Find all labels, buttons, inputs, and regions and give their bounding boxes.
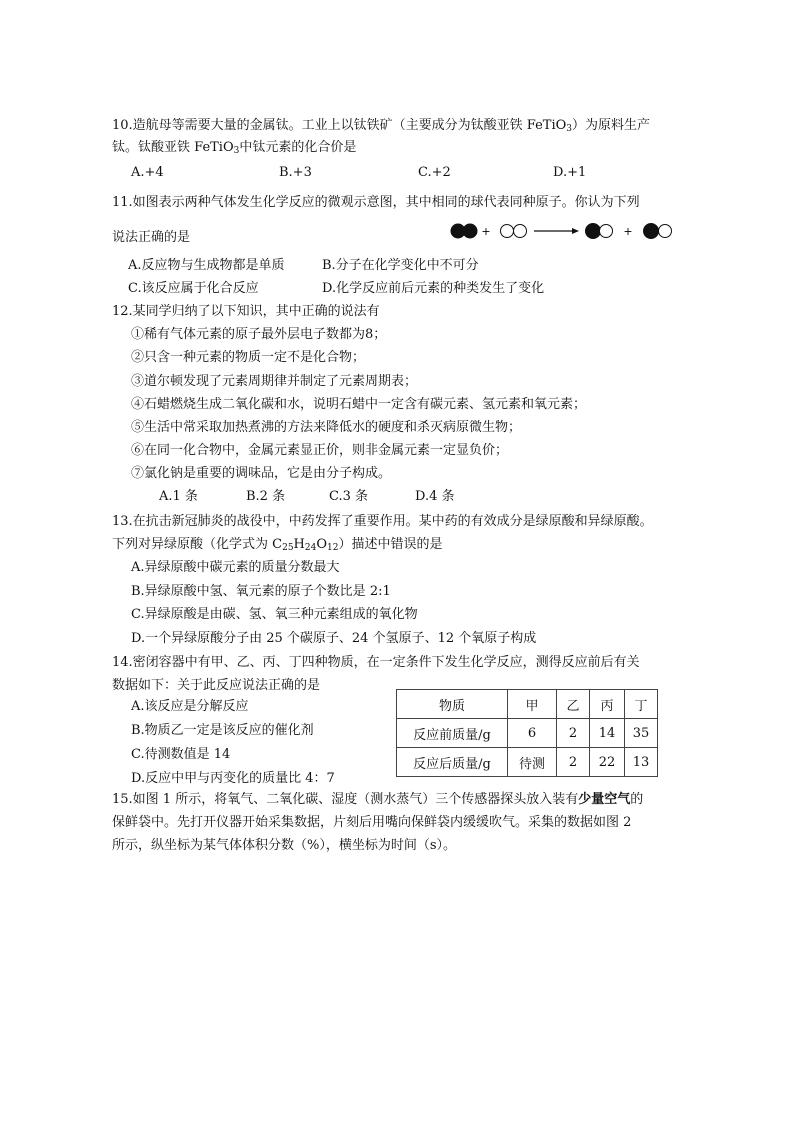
- q14-stem-line1: 14.密闭容器中有甲、乙、丙、丁四种物质，在一定条件下发生化学反应，测得反应前后有关: [112, 655, 640, 670]
- q11-option-b: B.分子在化学变化中不可分: [322, 258, 479, 273]
- q13-option-c: C.异绿原酸是由碳、氢、氧三种元素组成的氧化物: [131, 607, 418, 622]
- q11-option-d: D.化学反应前后元素的种类发生了变化: [322, 281, 545, 296]
- table-cell: 13: [625, 748, 658, 777]
- q14-stem-line2: 数据如下：关于此反应说法正确的是: [112, 678, 321, 693]
- mass-data-table: [396, 689, 658, 777]
- q11-option-c: C.该反应属于化合反应: [128, 281, 259, 296]
- table-header-cell: 丁: [625, 690, 658, 719]
- q10-option-a: A.+4: [131, 165, 164, 180]
- q12-item-6: ⑥在同一化合物中，金属元素显正价，则非金属元素一定显负价；: [131, 443, 509, 458]
- product-molecule-1: [585, 223, 613, 239]
- q12-item-4: ④石蜡燃烧生成二氧化碳和水，说明石蜡中一定含有碳元素、氢元素和氧元素；: [131, 397, 587, 412]
- plus-sign-2: +: [623, 225, 633, 238]
- q12-item-2: ②只含一种元素的物质一定不是化合物；: [131, 350, 366, 365]
- q10-stem-line2: 钛。钛酸亚铁 FeTiO$_3$中钛元素的化合价是: [112, 140, 357, 156]
- table-cell: 反应后质量/g: [397, 748, 508, 777]
- q15-stem-line2: 保鲜袋中。先打开仪器开始采集数据，片刻后用嘴向保鲜袋内缓缓吹气。采集的数据如图 2: [112, 815, 632, 830]
- q12-item-3: ③道尔顿发现了元素周期律并制定了元素周期表；: [131, 374, 418, 389]
- q12-item-1: ①稀有气体元素的原子最外层电子数都为8；: [131, 327, 387, 342]
- table-cell: 待测: [508, 748, 557, 777]
- reactant-molecule-2: [501, 225, 527, 238]
- q11-stem-line2: 说法正确的是: [112, 230, 191, 245]
- q13-stem-line2: 下列对异绿原酸（化学式为 $C_{25}H_{24}O_{12}$）描述中错误的是: [112, 537, 443, 553]
- q15-stem-line3: 所示，纵坐标为某气体体积分数（%），横坐标为时间（s）。: [112, 838, 457, 853]
- q12-option-d: D.4 条: [415, 489, 455, 504]
- q14-option-a: A.该反应是分解反应: [131, 699, 249, 714]
- reaction-arrow: [534, 228, 579, 234]
- q12-item-7: ⑦氯化钠是重要的调味品，它是由分子构成。: [131, 466, 392, 481]
- q10-option-c: C.+2: [418, 165, 451, 180]
- table-cell: 35: [625, 719, 658, 748]
- table-header-cell: 甲: [508, 690, 557, 719]
- q13-stem-line1: 13.在抗击新冠肺炎的战役中，中药发挥了重要作用。某中药的有效成分是绿原酸和异绿原酸。: [112, 514, 653, 529]
- table-row: [397, 719, 658, 748]
- table-cell: 14: [590, 719, 625, 748]
- reactant-molecule-1: [451, 224, 478, 239]
- q14-option-b: B.物质乙一定是该反应的催化剂: [131, 723, 314, 738]
- q14-option-d: D.反应中甲与丙变化的质量比 4：7: [131, 771, 335, 786]
- q10-stem-line1: 10.造航母等需要大量的金属钛。工业上以钛铁矿（主要成分为钛酸亚铁 FeTiO$_3$）为原料生产: [112, 118, 651, 134]
- q12-option-c: C.3 条: [329, 489, 369, 504]
- q10-option-d: D.+1: [553, 165, 587, 180]
- table-cell: 6: [508, 719, 557, 748]
- q14-option-c: C.待测数值是 14: [131, 747, 231, 762]
- q11-stem-line1: 11.如图表示两种气体发生化学反应的微观示意图，其中相同的球代表同种原子。你认为下列: [112, 195, 640, 210]
- reaction-diagram: [446, 218, 686, 244]
- product-molecule-2: [643, 223, 672, 239]
- q13-option-a: A.异绿原酸中碳元素的质量分数最大: [131, 560, 340, 575]
- q12-stem: 12.某同学归纳了以下知识，其中正确的说法有: [112, 304, 380, 319]
- table-header-cell: 丙: [590, 690, 625, 719]
- table-cell: 2: [557, 748, 590, 777]
- table-cell: 反应前质量/g: [397, 719, 508, 748]
- table-header-cell: 物质: [397, 690, 508, 719]
- table-cell: 22: [590, 748, 625, 777]
- q13-option-b: B.异绿原酸中氢、氧元素的原子个数比是 2:1: [131, 584, 391, 599]
- q12-option-a: A.1 条: [159, 489, 198, 504]
- q12-option-b: B.2 条: [246, 489, 286, 504]
- plus-sign-1: +: [481, 225, 491, 238]
- q10-option-b: B.+3: [279, 165, 312, 180]
- table-cell: 2: [557, 719, 590, 748]
- q12-item-5: ⑤生活中常采取加热煮沸的方法来降低水的硬度和杀灭病原微生物；: [131, 420, 522, 435]
- q13-option-d: D.一个异绿原酸分子由 25 个碳原子、24 个氢原子、12 个氧原子构成: [131, 631, 537, 646]
- table-header-cell: 乙: [557, 690, 590, 719]
- table-header-row: [397, 690, 658, 719]
- table-row: [397, 748, 658, 777]
- q11-option-a: A.反应物与生成物都是单质: [128, 258, 285, 273]
- q15-stem-line1: 15.如图 1 所示，将氧气、二氧化碳、湿度（测水蒸气）三个传感器探头放入装有少量空气的: [112, 792, 644, 807]
